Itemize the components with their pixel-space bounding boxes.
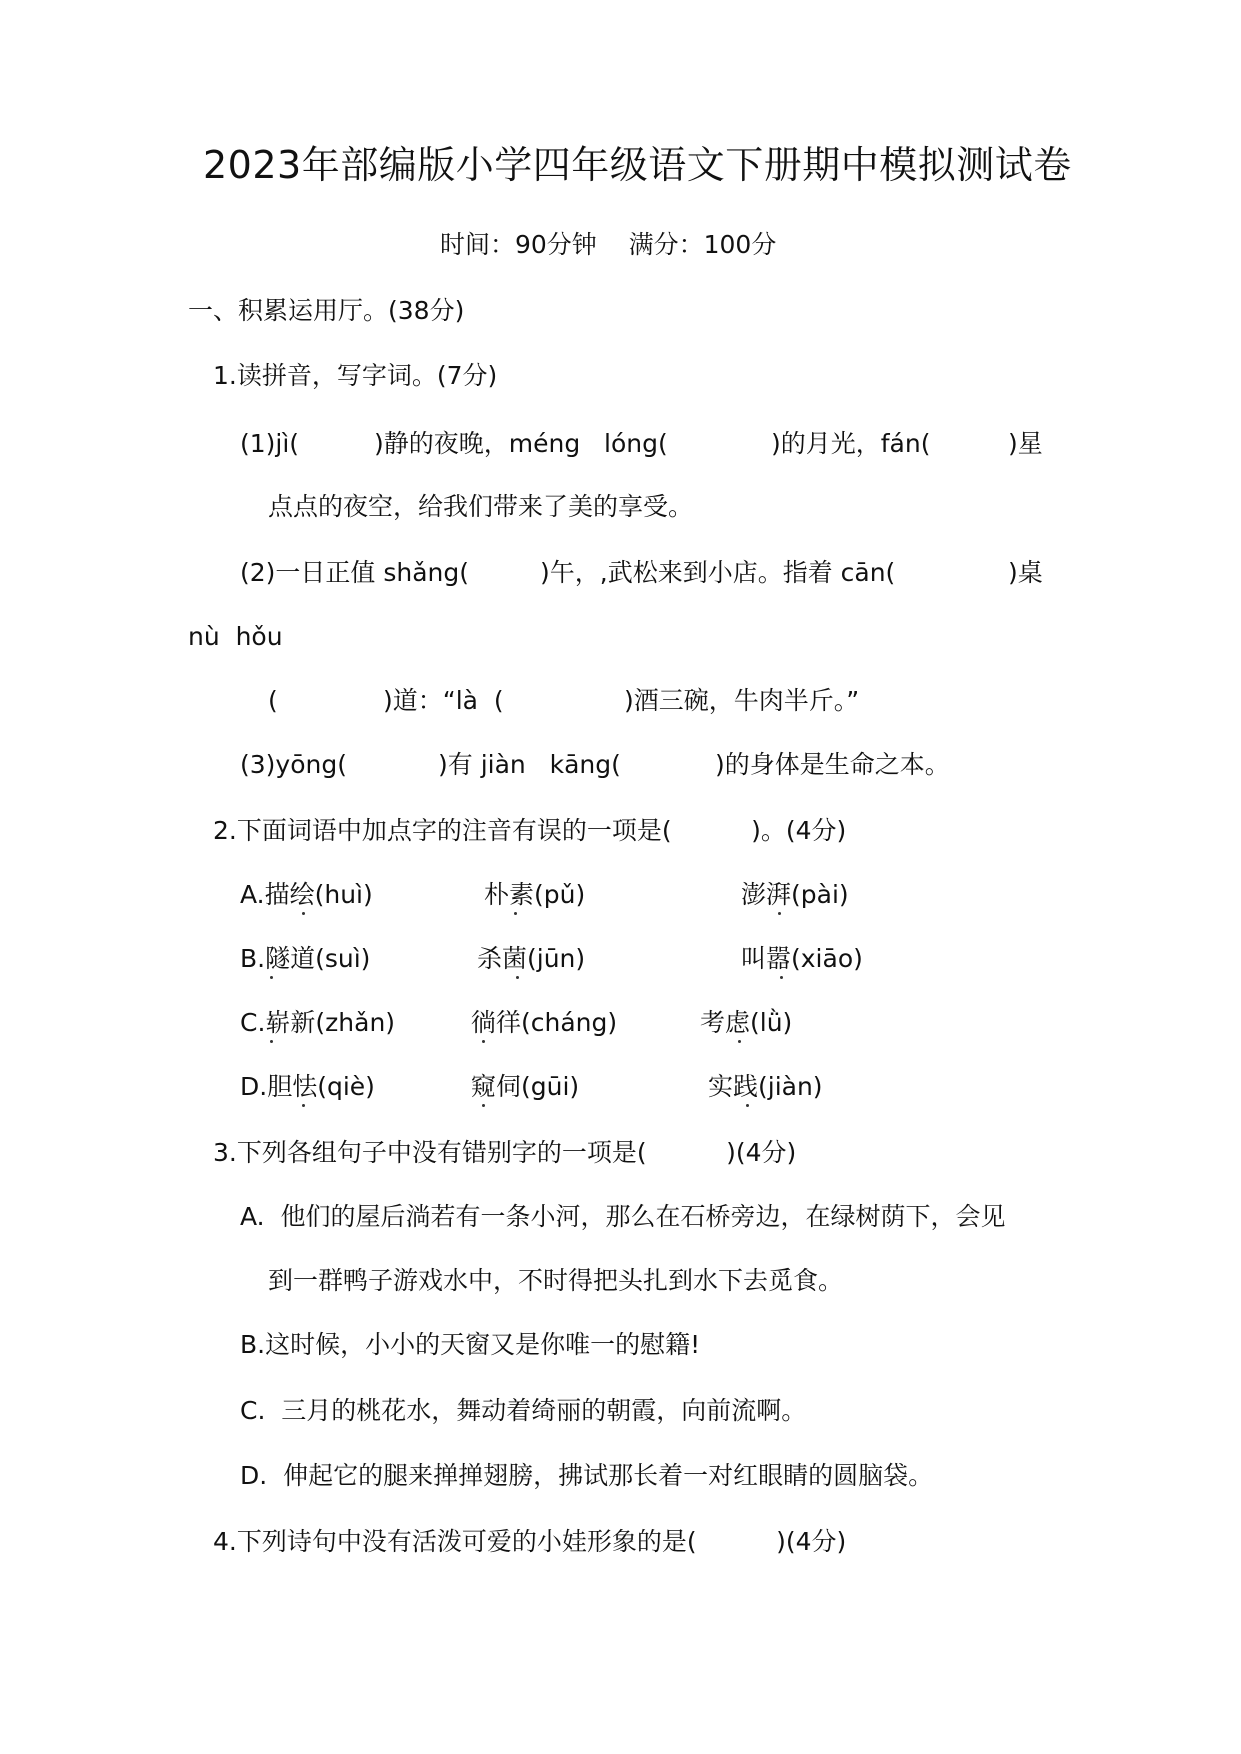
q1-item2-part-b: )午，,武松来到小店。指着 cān( bbox=[540, 558, 896, 587]
q1-item1-part-c: )的月光，fán( bbox=[771, 429, 931, 458]
q2-option-a-word1: A.描绘(huì) bbox=[240, 880, 373, 909]
q2-option-c-word2: 徜徉(cháng) bbox=[471, 1008, 618, 1037]
q1-item2-part-e: )道：“là ( bbox=[383, 686, 504, 715]
q2-option-b-word3: 叫嚣(xiāo) bbox=[741, 944, 863, 973]
question-3-stem: 3.下列各组句子中没有错别字的一项是( )(4分) bbox=[213, 1138, 797, 1167]
page-title: 2023年部编版小学四年级语文下册期中模拟测试卷 bbox=[203, 143, 1072, 187]
question-2-stem: 2.下面词语中加点字的注音有误的一项是( )。(4分) bbox=[213, 816, 847, 845]
q1-item2-part-d: ( bbox=[268, 686, 278, 715]
emphasis-dot bbox=[302, 912, 305, 915]
q1-item1-continuation: 点点的夜空，给我们带来了美的享受。 bbox=[268, 492, 694, 521]
emphasis-dot bbox=[270, 1040, 273, 1043]
q2-option-d-word1: D.胆怯(qiè) bbox=[240, 1072, 375, 1101]
q1-item1-part-a: (1)jì( bbox=[240, 429, 300, 458]
q2-option-c-word3: 考虑(lǜ) bbox=[700, 1008, 793, 1037]
emphasis-dot bbox=[514, 912, 517, 915]
q2-option-d-word3: 实践(jiàn) bbox=[708, 1072, 823, 1101]
q2-option-b-word1: B.隧道(suì) bbox=[240, 944, 371, 973]
emphasis-dot bbox=[482, 1104, 485, 1107]
emphasis-dot bbox=[746, 1104, 749, 1107]
q1-item3-part-b: )有 jiàn kāng( bbox=[438, 750, 621, 779]
q1-item1-part-b: )静的夜晚，méng lóng( bbox=[374, 429, 668, 458]
exam-info: 时间：90分钟 满分：100分 bbox=[440, 230, 777, 259]
q1-item2-pinyin: nù hǒu bbox=[188, 622, 283, 651]
q1-item3-part-a: (3)yōng( bbox=[240, 750, 347, 779]
emphasis-dot bbox=[778, 912, 781, 915]
question-4-stem: 4.下列诗句中没有活泼可爱的小娃形象的是( )(4分) bbox=[213, 1527, 847, 1556]
q2-option-d-word2: 窥伺(gūi) bbox=[471, 1072, 580, 1101]
q2-option-b-word2: 杀菌(jūn) bbox=[477, 944, 586, 973]
emphasis-dot bbox=[516, 976, 519, 979]
q3-option-c: C. 三月的桃花水，舞动着绮丽的朝霞，向前流啊。 bbox=[240, 1396, 807, 1425]
q1-item1-part-d: )星 bbox=[1008, 429, 1043, 458]
emphasis-dot bbox=[780, 976, 783, 979]
q3-option-b: B.这时候，小小的天窗又是你唯一的慰籍! bbox=[240, 1330, 701, 1359]
section-heading: 一、积累运用厅。(38分) bbox=[188, 296, 465, 325]
emphasis-dot bbox=[270, 976, 273, 979]
emphasis-dot bbox=[302, 1104, 305, 1107]
q1-item3-part-c: )的身体是生命之本。 bbox=[715, 750, 950, 779]
question-1-stem: 1.读拼音，写字词。(7分) bbox=[213, 361, 498, 390]
q3-option-a: A. 他们的屋后淌若有一条小河，那么在石桥旁边，在绿树荫下，会见 bbox=[240, 1202, 1006, 1231]
q2-option-a-word3: 澎湃(pài) bbox=[741, 880, 849, 909]
emphasis-dot bbox=[482, 1040, 485, 1043]
q2-option-c-word1: C.崭新(zhǎn) bbox=[240, 1008, 396, 1037]
q1-item2-part-c: )桌 bbox=[1008, 558, 1043, 587]
q1-item2-part-a: (2)一日正值 shǎng( bbox=[240, 558, 470, 587]
q3-option-a-continuation: 到一群鸭子游戏水中，不时得把头扎到水下去觅食。 bbox=[268, 1266, 844, 1295]
emphasis-dot bbox=[738, 1040, 741, 1043]
q2-option-a-word2: 朴素(pǔ) bbox=[484, 880, 586, 909]
q1-item2-part-f: )酒三碗，牛肉半斤。” bbox=[624, 686, 860, 715]
q3-option-d: D. 伸起它的腿来掸掸翅膀，拂试那长着一对红眼睛的圆脑袋。 bbox=[240, 1461, 934, 1490]
